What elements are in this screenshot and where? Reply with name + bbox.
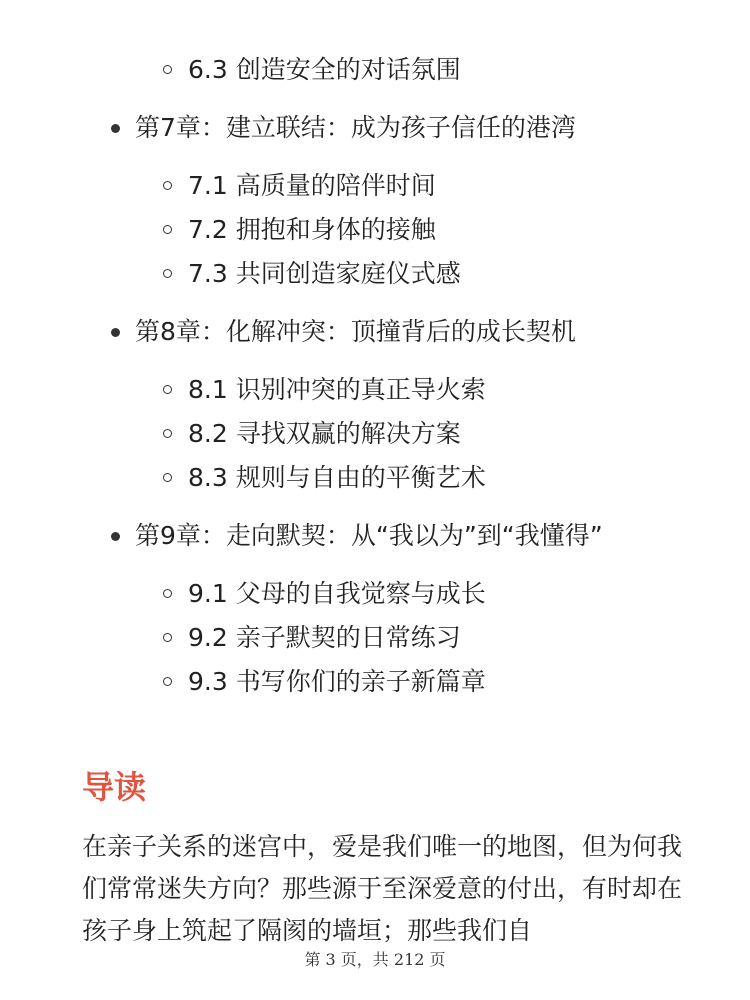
toc-chapter-7[interactable]: [0, 106, 750, 150]
page-indicator: 第 3 页，共 212 页: [304, 950, 446, 969]
toc-chapter-8[interactable]: [0, 310, 750, 354]
hollow-bullet-icon: [163, 589, 172, 598]
table-of-contents: [0, 48, 750, 704]
toc-item-7-1[interactable]: [0, 164, 750, 208]
toc-item-label: 6.3 创造安全的对话氛围: [188, 55, 461, 84]
toc-item-label: 8.1 识别冲突的真正导火索: [188, 375, 486, 404]
filled-bullet-icon: [111, 532, 120, 541]
toc-item-9-3[interactable]: [0, 660, 750, 704]
toc-item-7-3[interactable]: [0, 252, 750, 296]
hollow-bullet-icon: [163, 181, 172, 190]
hollow-bullet-icon: [163, 633, 172, 642]
toc-item-9-1[interactable]: [0, 572, 750, 616]
filled-bullet-icon: [111, 124, 120, 133]
hollow-bullet-icon: [163, 385, 172, 394]
section-heading: 导读: [82, 768, 147, 806]
filled-bullet-icon: [111, 328, 120, 337]
hollow-bullet-icon: [163, 473, 172, 482]
toc-item-8-2[interactable]: [0, 412, 750, 456]
hollow-bullet-icon: [163, 225, 172, 234]
toc-chapter-label: 第9章：走向默契：从“我以为”到“我懂得”: [135, 521, 603, 550]
toc-item-label: 7.3 共同创造家庭仪式感: [188, 259, 461, 288]
hollow-bullet-icon: [163, 677, 172, 686]
toc-item-label: 7.1 高质量的陪伴时间: [188, 171, 436, 200]
hollow-bullet-icon: [163, 65, 172, 74]
toc-chapter-9[interactable]: [0, 514, 750, 558]
toc-chapter-label: 第7章：建立联结：成为孩子信任的港湾: [135, 113, 576, 142]
toc-item-label: 9.3 书写你们的亲子新篇章: [188, 667, 486, 696]
toc-item-8-1[interactable]: [0, 368, 750, 412]
toc-item-label: 9.1 父母的自我觉察与成长: [188, 579, 486, 608]
toc-item-9-2[interactable]: [0, 616, 750, 660]
toc-item-7-2[interactable]: [0, 208, 750, 252]
hollow-bullet-icon: [163, 269, 172, 278]
body-paragraph: 在亲子关系的迷宫中，爱是我们唯一的地图，但为何我们常常迷失方向？那些源于至深爱意的付出，有时却在孩子身上筑起了隔阂的墙垣；那些我们自: [82, 832, 683, 945]
toc-item-label: 8.2 寻找双赢的解决方案: [188, 419, 461, 448]
toc-item-label: 8.3 规则与自由的平衡艺术: [188, 463, 486, 492]
toc-item-8-3[interactable]: [0, 456, 750, 500]
toc-item-6-3[interactable]: [0, 48, 750, 92]
hollow-bullet-icon: [163, 429, 172, 438]
toc-chapter-label: 第8章：化解冲突：顶撞背后的成长契机: [135, 317, 576, 346]
toc-item-label: 7.2 拥抱和身体的接触: [188, 215, 436, 244]
toc-item-label: 9.2 亲子默契的日常练习: [188, 623, 461, 652]
